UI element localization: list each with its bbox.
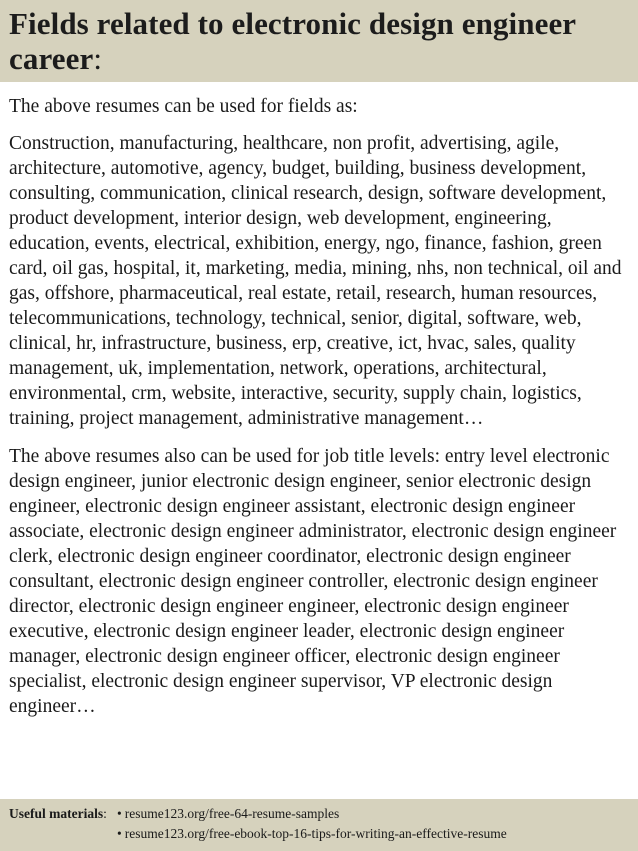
link-text: resume123.org/free-64-resume-samples: [124, 806, 340, 821]
title-band: [0, 0, 638, 82]
bullet-icon: •: [117, 806, 122, 821]
page-title: [9, 6, 630, 76]
body-content: [0, 94, 638, 719]
footer-row: [9, 804, 629, 844]
useful-materials-footer: [0, 799, 638, 851]
useful-materials-links: [117, 804, 507, 844]
intro-text: The above resumes can be used for fields as:: [9, 96, 358, 117]
bullet-icon: •: [117, 826, 122, 841]
useful-materials-label-colon: :: [103, 806, 107, 821]
useful-material-link-2[interactable]: [117, 824, 507, 844]
useful-materials-label: [9, 804, 117, 844]
link-text: resume123.org/free-ebook-top-16-tips-for-writing-an-effective-resume: [124, 826, 507, 841]
useful-materials-label-text: Useful materials: [9, 806, 104, 821]
fields-paragraph: Construction, manufacturing, healthcare, non profit, advertising, agile, architecture, automotive, agency, budget, building, business development, consulting, communication, clinical research, design, software development, product development, interior design, web development, engineering, education, events, electrical, exhibition, energy, ngo, finance, fashion, green card, oil gas, hospital, it, marketing, media, mining, nhs, non technical, oil and gas, offshore, pharmaceutical, real estate, retail, research, human resources, telecommunications, technology, technical, senior, digital, software, web, clinical, hr, infrastructure, business, erp, creative, ict, hvac, sales, quality management, uk, implementation, network, operations, architectural, environmental, crm, website, interactive, security, supply chain, logistics, training, project management, administrative management…: [9, 133, 622, 429]
page-title-text: Fields related to electronic design engineer career: [9, 6, 576, 76]
job-titles-paragraph: The above resumes also can be used for job title levels: entry level electronic design engineer, junior electronic design engineer, senior electronic design engineer, electronic design engineer assistant, electronic design engineer associate, electronic design engineer administrator, electronic design engineer clerk, electronic design engineer coordinator, electronic design engineer consultant, electronic design engineer controller, electronic design engineer director, electronic design engineer engineer, electronic design engineer executive, electronic design engineer leader, electronic design engineer manager, electronic design engineer officer, electronic design engineer specialist, electronic design engineer supervisor, VP electronic design engineer…: [9, 446, 617, 717]
page-title-colon: :: [93, 41, 103, 76]
useful-material-link-1[interactable]: [117, 804, 507, 824]
